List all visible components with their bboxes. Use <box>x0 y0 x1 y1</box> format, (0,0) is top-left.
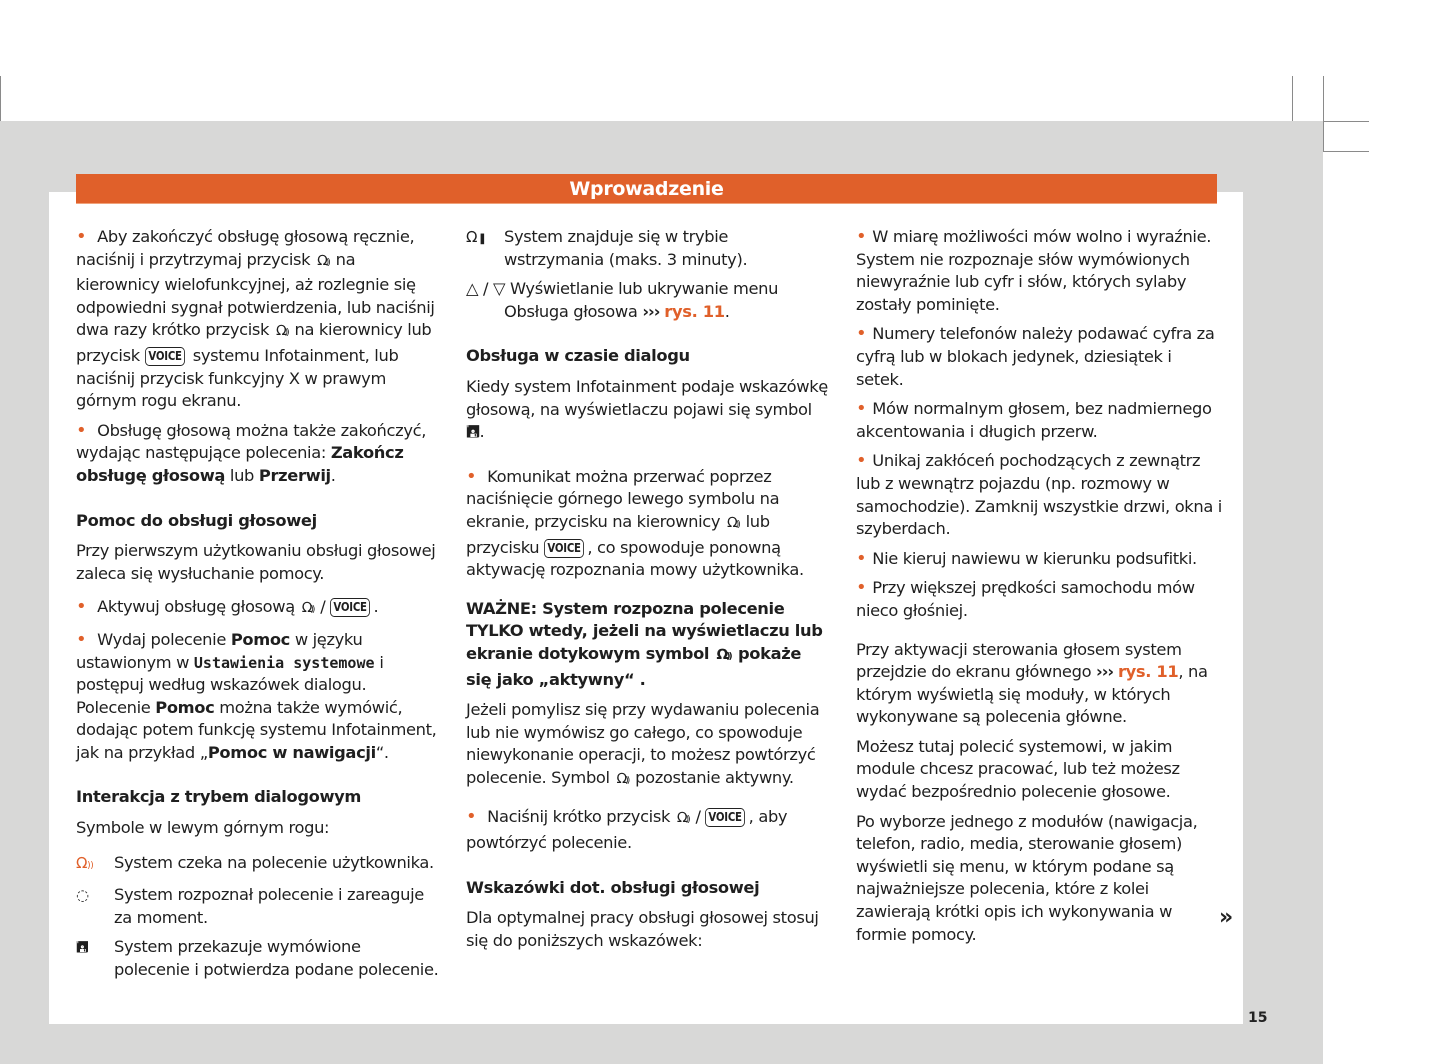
link-arrows-icon: ››› <box>1096 662 1114 682</box>
symbol-row-listening: Ω)) System czeka na polecenie użytkownika. <box>76 852 440 878</box>
voice-button-icon: Ω)) <box>275 323 288 340</box>
voice-button-icon: Ω)) <box>676 810 689 827</box>
bullet-repeat: • Naciśnij krótko przycisk Ω)) / VOICE , aby powtórzyć polecenie. <box>466 806 830 854</box>
processing-ring-icon: ◌ <box>76 886 89 905</box>
menu-toggle-icon: △ / ▽ <box>466 279 506 299</box>
tip-item: • Mów normalnym głosem, bez nadmiernego akcentowania i długich przerw. <box>856 398 1222 443</box>
tip-item: • W miarę możliwości mów wolno i wyraźnie. System nie rozpoznaje słów wymówionych niewyraźnie lub cyfr i słów, których sylaby zostały pominięte. <box>856 226 1222 316</box>
crop-mark-right-1 <box>1292 76 1293 121</box>
pause-mic-icon: Ω▐ <box>466 228 484 246</box>
close-icon: X <box>288 368 300 388</box>
important-note: WAŻNE: System rozpozna polecenie TYLKO wtedy, jeżeli na wyświetlaczu lub ekranie dotykowym symbol Ω)) pokaże się jako „aktywny“ . <box>466 598 823 689</box>
column-2 <box>466 226 830 959</box>
dialog-intro: Kiedy system Infotainment podaje wskazówkę głosową, na wyświetlaczu pojawi się symbol 🖪. <box>466 376 828 442</box>
speaking-car-icon: 🖪. <box>466 422 485 442</box>
heading-tips: Wskazówki dot. obsługi głosowej <box>466 877 760 897</box>
activation-paragraph: Przy aktywacji sterowania głosem system przejdzie do ekranu głównego ››› rys. 11, na którym wyświetlą się moduły, w których wykonywane są polecenia główne. <box>856 639 1208 727</box>
voice-button-icon: Ω)) <box>727 514 739 531</box>
symbol-row-menu-toggle: △ / ▽ Wyświetlanie lub ukrywanie menu Obsługa głosowa ››› rys. 11. <box>466 279 779 321</box>
voice-button-icon: Ω)) <box>716 646 731 663</box>
interaction-intro: Symbole w lewym górnym rogu: <box>76 818 330 838</box>
bullet-end-voice-command: • Obsługę głosową można także zakończyć, wydając następujące polecenia: Zakończ obsługę głosową lub Przerwij. <box>76 420 440 488</box>
bullet-help-command: • Wydaj polecenie Pomoc w języku ustawionym w Ustawienia systemowe i postępuj według wskazówek dialogu. Polecenie Pomoc można także wymówić, dodając potem funkcję systemu Infotainment, jak na przykład „Pomoc w nawigacji“. <box>76 629 440 765</box>
crop-mark-left <box>0 76 1 121</box>
tips-intro: Dla optymalnej pracy obsługi głosowej stosuj się do poniższych wskazówek: <box>466 908 819 950</box>
help-intro: Przy pierwszym użytkowaniu obsługi głosowej zaleca się wysłuchanie pomocy. <box>76 541 436 583</box>
symbol-row-speaking: 🖪 System przekazuje wymówione polecenie i potwierdza podane polecenie. <box>76 936 440 981</box>
tip-item: • Numery telefonów należy podawać cyfra za cyfrą lub w blokach jedynek, dziesiątek i setek. <box>856 323 1222 391</box>
tip-item: • Przy większej prędkości samochodu mów nieco głośniej. <box>856 577 1222 622</box>
link-arrows-icon: ››› <box>642 301 660 321</box>
section-title-bar <box>76 174 1217 204</box>
voice-button-icon: Ω)) <box>301 600 314 617</box>
heading-help: Pomoc do obsługi głosowej <box>76 510 317 530</box>
symbol-row-pause: Ω▐ System znajduje się w trybie wstrzymania (maks. 3 minuty). <box>466 226 830 271</box>
crop-mark-h-2 <box>1323 151 1369 152</box>
voice-key-icon: VOICE <box>145 347 185 366</box>
speaking-car-icon: 🖪 <box>76 938 89 957</box>
voice-key-icon: VOICE <box>705 808 745 827</box>
listening-mic-icon: Ω)) <box>76 853 94 872</box>
voice-key-icon: VOICE <box>330 598 370 617</box>
figure-reference-link[interactable]: rys. 11 <box>1117 662 1179 682</box>
menu-paragraph: Po wyborze jednego z modułów (nawigacja, telefon, radio, media, sterowanie głosem) wyświetli się menu, w którym podane są najważniejsze polecenia, które z kolei zawierają krótki opis ich wykonywania w formie pomocy. <box>856 811 1198 944</box>
tip-item: • Nie kieruj nawiewu w kierunku podsufitki. <box>856 548 1222 571</box>
mistake-paragraph: Jeżeli pomylisz się przy wydawaniu polecenia lub nie wymówisz go całego, co spowoduje niewykonanie operacji, to możesz powtórzyć polecenie. Symbol Ω)) pozostanie aktywny. <box>466 699 830 792</box>
section-title: Wprowadzenie <box>569 177 724 200</box>
crop-mark-right-2 <box>1323 76 1324 152</box>
figure-reference-link[interactable]: rys. 11 <box>664 301 725 321</box>
module-paragraph: Możesz tutaj polecić systemowi, w jakim module chcesz pracować, lub też możesz wydać bezpośrednio polecenie głosowe. <box>856 736 1180 802</box>
voice-button-icon: Ω)) <box>616 770 629 787</box>
voice-button-icon: Ω)) <box>317 252 329 269</box>
bullet-activate-voice: • Aktywuj obsługę głosową Ω)) / VOICE . <box>76 596 440 622</box>
continue-icon: » <box>1219 905 1234 930</box>
tip-item: • Unikaj zakłóceń pochodzących z zewnątrz lub z wewnątrz pojazdu (np. rozmowy w samochodzie). Zamknij wszystkie drzwi, okna i szyberdach. <box>856 450 1222 540</box>
bullet-end-voice-manual: • Aby zakończyć obsługę głosową ręcznie, naciśnij i przytrzymaj przycisk Ω)) na kierownicy wielofunkcyjnej, aż rozlegnie się odpowiedni sygnał potwierdzenia, lub naciśnij dwa razy krótko przycisk Ω)) na kierownicy lub przycisk VOICE systemu Infotainment, lub naciśnij przycisk funkcyjny X w prawym górnym rogu ekranu. <box>76 226 440 413</box>
symbol-row-processing: ◌ System rozpoznał polecenie i zareaguje za moment. <box>76 884 440 929</box>
heading-interaction: Interakcja z trybem dialogowym <box>76 787 362 807</box>
column-1 <box>76 226 440 989</box>
column-3 <box>856 226 1222 953</box>
page-number: 15 <box>1248 1010 1268 1026</box>
heading-dialog: Obsługa w czasie dialogu <box>466 346 690 366</box>
voice-key-icon: VOICE <box>544 539 584 558</box>
bullet-interrupt: • Komunikat można przerwać poprzez naciśnięcie górnego lewego symbolu na ekranie, przycisku na kierownicy Ω)) lub przycisku VOICE , co spowoduje ponowną aktywację rozpoznania mowy użytkownika. <box>466 466 830 582</box>
